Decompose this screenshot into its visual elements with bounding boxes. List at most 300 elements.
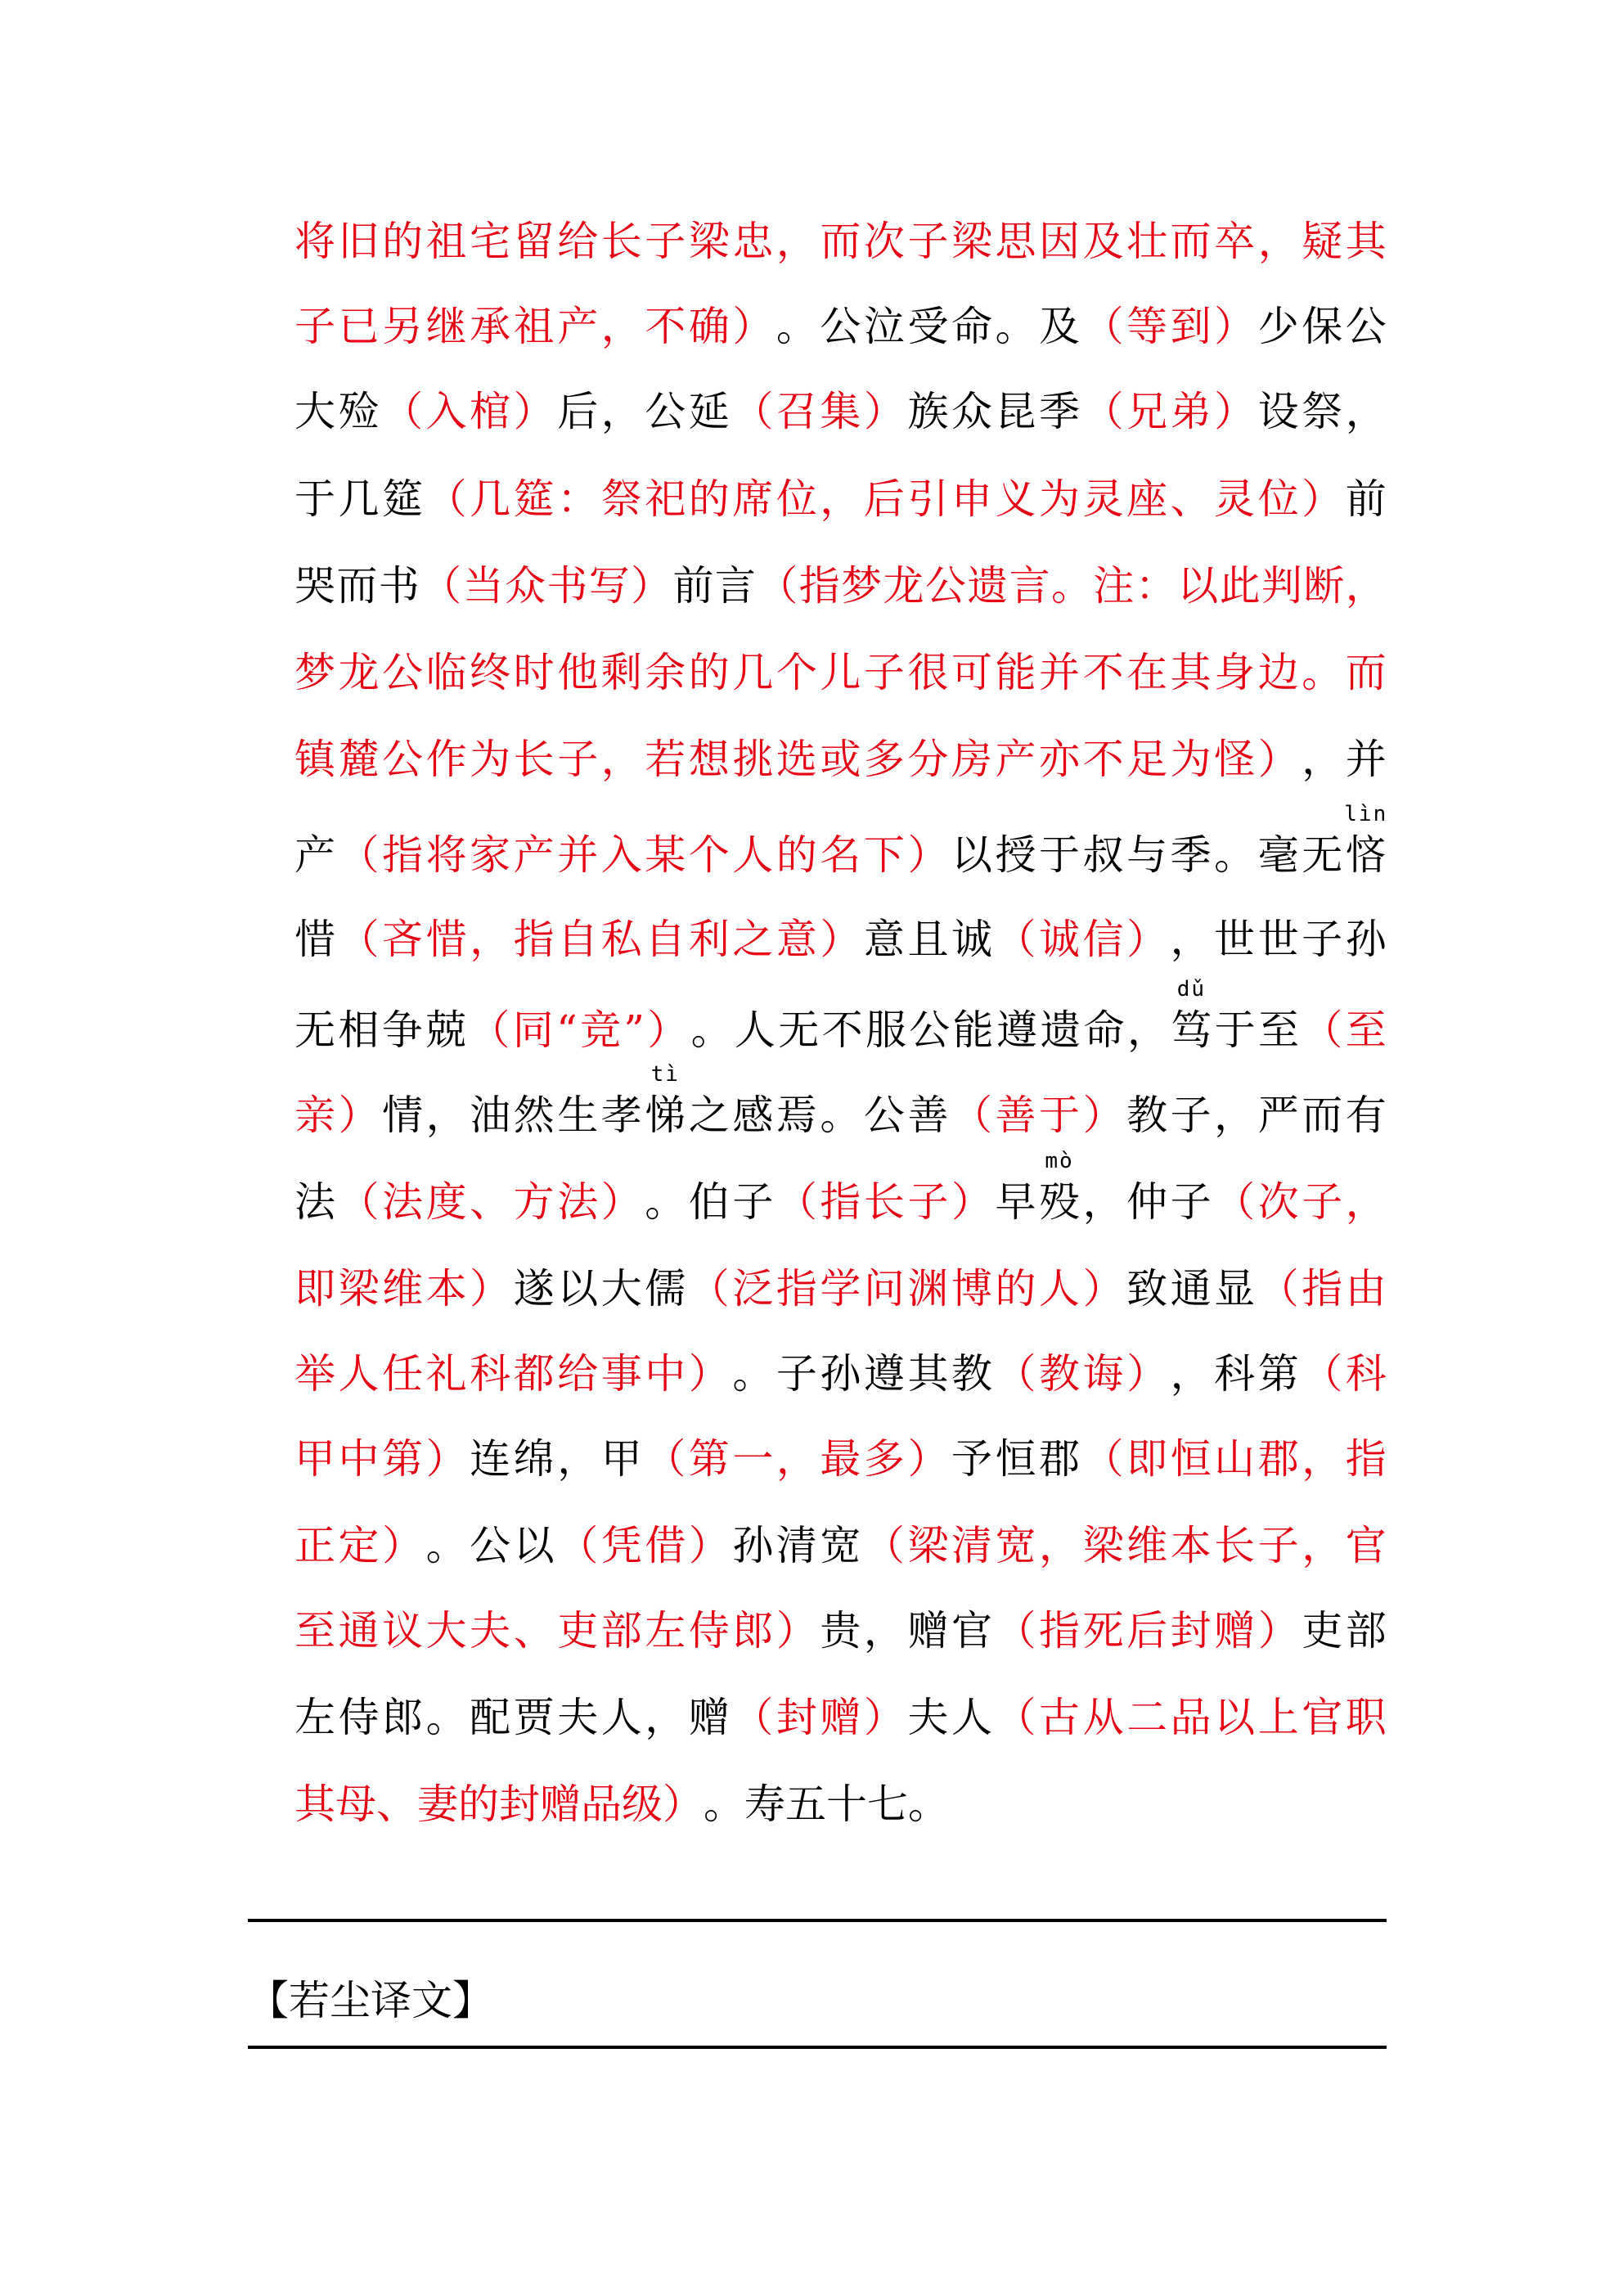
annotation-char: 善 [995, 1092, 1036, 1139]
pinyin-annotation: tì [650, 1062, 680, 1087]
text-char: 郡 [1039, 1435, 1081, 1483]
annotation-char: 余 [645, 649, 686, 696]
text-char: 公 [909, 1006, 951, 1054]
annotation-char: 吝 [382, 916, 424, 963]
annotation-char: 都 [513, 1350, 555, 1398]
text-char: 感 [732, 1092, 774, 1139]
text-char: 世 [1257, 916, 1299, 963]
annotation-char: 其 [1345, 218, 1387, 265]
annotation-char: 吏 [557, 1607, 599, 1654]
text-char: 。 [1214, 831, 1256, 879]
annotation-char: 意 [776, 916, 817, 963]
text-char: 并 [1345, 736, 1387, 783]
annotation-char: 、 [1170, 475, 1212, 523]
text-char: 遵 [996, 1006, 1037, 1054]
annotation-char: 为 [1039, 475, 1081, 523]
annotation-char: 镇 [294, 736, 335, 783]
text-char: 贾 [513, 1694, 555, 1741]
annotation-char: ， [1257, 218, 1299, 265]
text-char: 子 [732, 1178, 774, 1226]
text-char: 孙 [820, 1350, 861, 1398]
text-char: 几 [338, 475, 380, 523]
text-char: 。 [995, 303, 1036, 350]
annotation-char: 筵 [513, 475, 555, 523]
text-char: ， [1345, 388, 1387, 435]
text-char: 官 [951, 1607, 992, 1654]
annotation-char: 后 [1126, 1607, 1168, 1654]
text-char: 少 [1257, 303, 1299, 350]
text-char: 悌 tì [645, 1062, 686, 1139]
text-line [294, 1330, 1387, 1417]
annotation-char: 职 [1345, 1694, 1387, 1741]
annotation-char: 长 [513, 736, 555, 783]
annotation-char: 的 [382, 218, 424, 265]
annotation-char: ） [1214, 388, 1256, 435]
annotation-char: （ [338, 1178, 380, 1226]
annotation-char: 一 [732, 1435, 774, 1483]
text-char: 五 [785, 1781, 826, 1828]
annotation-char: 龙 [883, 562, 924, 610]
annotation-char: ， [600, 303, 642, 350]
annotation-char: 梁 [338, 1265, 380, 1312]
annotation-char: 而 [820, 218, 861, 265]
annotation-char: 注 [1093, 562, 1135, 610]
annotation-char: 度 [425, 1178, 467, 1226]
annotation-char: ， [1039, 1522, 1081, 1569]
annotation-char: 壮 [1126, 218, 1168, 265]
annotation-char: 维 [1126, 1522, 1168, 1569]
annotation-char: 指 [382, 831, 424, 879]
text-char: 有 [1345, 1092, 1387, 1139]
annotation-char: （ [732, 1694, 774, 1741]
text-char: 受 [907, 303, 949, 350]
annotation-char: 几 [470, 475, 511, 523]
annotation-char: 他 [557, 649, 599, 696]
text-char: 。 [425, 1694, 467, 1741]
text-char: 左 [294, 1694, 335, 1741]
annotation-char: 指 [513, 916, 555, 963]
annotation-char: ） [688, 1350, 730, 1398]
annotation-char: ， [1302, 1522, 1343, 1569]
annotation-char: 继 [425, 303, 467, 350]
annotation-char: 其 [1170, 649, 1212, 696]
annotation-char: 惜 [425, 916, 467, 963]
annotation-char: 下 [863, 831, 905, 879]
text-char: ， [1170, 1350, 1212, 1398]
annotation-char: 确 [688, 303, 730, 350]
annotation-char: 的 [688, 649, 730, 696]
annotation-char: 中 [645, 1350, 686, 1398]
pinyin-annotation: lìn [1344, 802, 1388, 826]
annotation-char: 官 [1302, 1694, 1343, 1741]
annotation-char: 中 [338, 1435, 380, 1483]
text-char: 七 [867, 1781, 908, 1828]
text-char: 情 [382, 1092, 424, 1139]
annotation-char: 家 [470, 831, 511, 879]
annotation-char: 判 [1261, 562, 1302, 610]
text-char: ， [1214, 1092, 1256, 1139]
text-char: 孙 [1345, 916, 1387, 963]
text-char: 恒 [995, 1435, 1036, 1483]
annotation-char: 利 [688, 916, 730, 963]
annotation-char: 怪 [1214, 736, 1256, 783]
annotation-char: 给 [557, 218, 599, 265]
annotation-char: ， [1345, 562, 1387, 610]
text-char: 以 [951, 831, 992, 879]
annotation-char: ” [623, 1006, 645, 1054]
text-char: 郎 [382, 1694, 424, 1741]
annotation-char: ） [631, 562, 672, 610]
annotation-char: 为 [470, 736, 511, 783]
text-char: 。 [776, 303, 817, 350]
text-line [294, 1761, 1387, 1848]
text-line [294, 1245, 1387, 1332]
text-line [294, 977, 1387, 1074]
annotation-char: 公 [382, 649, 424, 696]
text-line [294, 456, 1387, 542]
annotation-char: 泛 [732, 1265, 774, 1312]
annotation-char: ， [470, 916, 511, 963]
text-char: 人 [951, 1694, 992, 1741]
annotation-char: 位 [776, 475, 817, 523]
text-char: 殁 mò [1039, 1149, 1081, 1226]
annotation-char: 赠 [540, 1781, 581, 1828]
annotation-char: 子 [1257, 1522, 1299, 1569]
annotation-char: 最 [820, 1435, 861, 1483]
text-char: 以 [513, 1522, 555, 1569]
text-char: 命 [951, 303, 992, 350]
annotation-char: 指 [1345, 1435, 1387, 1483]
text-char: 无 [294, 1006, 335, 1054]
text-char: 严 [1257, 1092, 1299, 1139]
annotation-char: 之 [732, 916, 774, 963]
annotation-char: 长 [1214, 1522, 1256, 1569]
annotation-char: 次 [1257, 1178, 1299, 1226]
text-char: 教 [951, 1350, 992, 1398]
annotation-char: 官 [1345, 1522, 1387, 1569]
text-char: 设 [1257, 388, 1299, 435]
annotation-char: 二 [1126, 1694, 1168, 1741]
text-char: 遵 [863, 1350, 905, 1398]
annotation-char: 封 [776, 1694, 817, 1741]
text-line [294, 629, 1387, 716]
annotation-char: 公 [924, 562, 966, 610]
annotation-char: 第 [382, 1435, 424, 1483]
annotation-char: 而 [1170, 218, 1212, 265]
section-title: 【若尘译文】 [248, 1977, 493, 2024]
annotation-char: 定 [338, 1522, 380, 1569]
annotation-char: 凭 [600, 1522, 642, 1569]
text-line [294, 542, 1387, 629]
annotation-char: 临 [425, 649, 467, 696]
text-char: 昆 [995, 388, 1036, 435]
annotation-char: 其 [294, 1781, 335, 1828]
text-char: 产 [294, 831, 335, 879]
text-char: 诚 [951, 916, 992, 963]
annotation-char: 某 [645, 831, 686, 879]
annotation-char: 到 [1170, 303, 1212, 350]
annotation-char: 祭 [600, 475, 642, 523]
annotation-char: 儿 [820, 649, 861, 696]
annotation-char: 的 [688, 475, 730, 523]
annotation-char: 人 [732, 831, 774, 879]
annotation-char: 学 [820, 1265, 861, 1312]
annotation-char: 当 [462, 562, 504, 610]
annotation-char: 留 [513, 218, 555, 265]
text-char: 殓 [338, 388, 380, 435]
annotation-char: 品 [581, 1781, 622, 1828]
annotation-char: 郎 [732, 1607, 774, 1654]
annotation-char: 博 [951, 1265, 992, 1312]
annotation-char: 祖 [425, 218, 467, 265]
annotation-char: 兄 [1126, 388, 1168, 435]
annotation-char: 部 [600, 1607, 642, 1654]
annotation-char: 至 [1345, 1006, 1387, 1054]
annotation-char: 足 [1126, 736, 1168, 783]
annotation-char: 指 [820, 1178, 861, 1226]
text-char: 致 [1126, 1265, 1168, 1312]
text-char: 服 [865, 1006, 906, 1054]
text-char: 显 [1214, 1265, 1256, 1312]
text-char: 筵 [382, 475, 424, 523]
annotation-char: （ [863, 1522, 905, 1569]
annotation-char: 正 [294, 1522, 335, 1569]
annotation-char: 母 [335, 1781, 376, 1828]
annotation-char: 梁 [951, 218, 992, 265]
text-char: 无 [778, 1006, 820, 1054]
annotation-char: 科 [1345, 1350, 1387, 1398]
text-char: 延 [688, 388, 730, 435]
annotation-char: 亦 [1039, 736, 1081, 783]
text-char: 予 [951, 1435, 992, 1483]
annotation-char: 本 [425, 1265, 467, 1312]
annotation-char: 而 [1345, 649, 1387, 696]
text-char: 其 [907, 1350, 949, 1398]
annotation-char: 级 [622, 1781, 663, 1828]
annotation-char: （ [338, 831, 380, 879]
annotation-char: ） [688, 1522, 730, 1569]
annotation-char: 龙 [338, 649, 380, 696]
annotation-char: ） [863, 388, 905, 435]
text-char: 人 [734, 1006, 776, 1054]
text-char: 十 [826, 1781, 867, 1828]
annotation-char: 边 [1257, 649, 1299, 696]
annotation-char: 任 [382, 1350, 424, 1398]
annotation-char: 及 [1082, 218, 1124, 265]
annotation-char: ， [1345, 1178, 1387, 1226]
annotation-char: 亲 [294, 1092, 335, 1139]
annotation-char: 的 [776, 831, 817, 879]
text-char: 授 [995, 831, 1036, 879]
annotation-char: 多 [863, 1435, 905, 1483]
text-char: 子 [1170, 1178, 1212, 1226]
text-char: 前 [672, 562, 714, 610]
text-char: 教 [1126, 1092, 1168, 1139]
annotation-char: 子 [863, 649, 905, 696]
annotation-char: 在 [1126, 649, 1168, 696]
annotation-char: 死 [1082, 1607, 1124, 1654]
text-char: 季 [1170, 831, 1212, 879]
annotation-char: 以 [1214, 1694, 1256, 1741]
annotation-char: 渊 [907, 1265, 949, 1312]
annotation-char: 或 [820, 736, 861, 783]
annotation-char: 礼 [425, 1350, 467, 1398]
annotation-char: ） [470, 1265, 511, 1312]
text-char: 季 [1039, 388, 1081, 435]
annotation-char: 疑 [1302, 218, 1343, 265]
annotation-char: 指 [776, 1265, 817, 1312]
annotation-char: 梁 [688, 218, 730, 265]
annotation-char: 清 [951, 1522, 992, 1569]
annotation-char: 诲 [1082, 1350, 1124, 1398]
annotation-char: 、 [513, 1607, 555, 1654]
annotation-char: 上 [1257, 1694, 1299, 1741]
annotation-char: 断 [1303, 562, 1345, 610]
annotation-char: 将 [425, 831, 467, 879]
text-char: 叔 [1082, 831, 1124, 879]
text-char: 书 [378, 562, 420, 610]
annotation-char: 产 [995, 736, 1036, 783]
annotation-char: ， [776, 1435, 817, 1483]
annotation-char: “ [556, 1006, 578, 1054]
annotation-char: 古 [1039, 1694, 1081, 1741]
annotation-char: 座 [1126, 475, 1168, 523]
annotation-char: 另 [382, 303, 424, 350]
annotation-char: ） [863, 1694, 905, 1741]
text-line [294, 1149, 1387, 1245]
text-char: 焉 [776, 1092, 817, 1139]
text-char: 宽 [820, 1522, 861, 1569]
text-char: 子 [1302, 916, 1343, 963]
annotation-char: 大 [425, 1607, 467, 1654]
annotation-char: 左 [645, 1607, 686, 1654]
annotation-char: 即 [1126, 1435, 1168, 1483]
bottom-divider [248, 2046, 1387, 2049]
text-char: 相 [338, 1006, 380, 1054]
annotation-char: 若 [645, 736, 686, 783]
annotation-char: 指 [1302, 1265, 1343, 1312]
annotation-char: （ [776, 1178, 817, 1226]
annotation-char: 分 [907, 736, 949, 783]
annotation-char: ） [907, 831, 949, 879]
annotation-char: ） [1126, 1350, 1168, 1398]
annotation-char: 长 [600, 218, 642, 265]
annotation-char: ， [776, 218, 817, 265]
text-char: 善 [907, 1092, 949, 1139]
annotation-char: 的 [458, 1781, 499, 1828]
annotation-char: （ [1082, 388, 1124, 435]
annotation-char: ） [338, 1092, 380, 1139]
annotation-char: ） [600, 1178, 642, 1226]
annotation-char: 封 [1170, 1607, 1212, 1654]
text-char: 第 [1257, 1350, 1299, 1398]
annotation-char: （ [1302, 1006, 1343, 1054]
annotation-char: 议 [382, 1607, 424, 1654]
annotation-char: ） [1082, 1265, 1124, 1312]
annotation-char: 并 [1039, 649, 1081, 696]
annotation-char: 侍 [688, 1607, 730, 1654]
annotation-char: 身 [1214, 649, 1256, 696]
annotation-char: 、 [470, 1178, 511, 1226]
annotation-char: 子 [557, 736, 599, 783]
annotation-char: ） [647, 1006, 689, 1054]
annotation-char: 梦 [841, 562, 883, 610]
annotation-char: 从 [1082, 1694, 1124, 1741]
text-char: 部 [1345, 1607, 1387, 1654]
text-char: 夫 [557, 1694, 599, 1741]
annotation-char: 承 [470, 303, 511, 350]
text-char: 。 [425, 1522, 467, 1569]
text-char: 。 [908, 1781, 949, 1828]
annotation-char: 子 [907, 218, 949, 265]
annotation-char: 法 [382, 1178, 424, 1226]
text-char: 世 [1214, 916, 1256, 963]
annotation-char: 作 [425, 736, 467, 783]
annotation-char: 即 [294, 1265, 335, 1312]
text-char: 保 [1302, 303, 1343, 350]
text-char: 以 [557, 1265, 599, 1312]
annotation-char: ） [513, 388, 555, 435]
annotation-char: ） [1302, 475, 1343, 523]
annotation-char: 信 [1082, 916, 1124, 963]
text-char: 大 [600, 1265, 642, 1312]
text-char: 绵 [513, 1435, 555, 1483]
text-line [294, 716, 1387, 803]
text-char: 悋 lìn [1344, 802, 1388, 879]
text-char: ， [1127, 1006, 1168, 1054]
annotation-char: ） [1214, 303, 1256, 350]
annotation-char: 产 [513, 831, 555, 879]
text-char: 寿 [744, 1781, 785, 1828]
annotation-char: ： [1135, 562, 1176, 610]
annotation-char: 祖 [513, 303, 555, 350]
annotation-char: 同 [512, 1006, 554, 1054]
annotation-char: （ [645, 1435, 686, 1483]
text-char: 连 [470, 1435, 511, 1483]
annotation-char: 终 [470, 649, 511, 696]
pinyin-annotation: dǔ [1176, 977, 1206, 1002]
annotation-char: 后 [863, 475, 905, 523]
text-char: 法 [294, 1178, 335, 1226]
annotation-char: ） [1126, 916, 1168, 963]
text-char: 言 [714, 562, 756, 610]
annotation-char: ） [951, 1178, 992, 1226]
annotation-char: 席 [732, 475, 774, 523]
text-char: 。 [732, 1350, 774, 1398]
annotation-char: 灵 [1214, 475, 1256, 523]
text-line [294, 1062, 1387, 1159]
annotation-char: 想 [688, 736, 730, 783]
annotation-char: ） [1257, 1607, 1299, 1654]
annotation-char: ， [600, 736, 642, 783]
annotation-char: 郡 [1257, 1435, 1299, 1483]
annotation-char: ） [382, 1522, 424, 1569]
annotation-char: 子 [645, 218, 686, 265]
annotation-char: 妻 [417, 1781, 458, 1828]
text-char: ， [600, 388, 642, 435]
text-char: 无 [1302, 831, 1343, 879]
text-char: 意 [863, 916, 905, 963]
annotation-char: 长 [863, 1178, 905, 1226]
annotation-char: 卒 [1214, 218, 1256, 265]
annotation-char: 私 [600, 916, 642, 963]
annotation-char: 旧 [338, 218, 380, 265]
annotation-char: 子 [294, 303, 335, 350]
text-char: ， [1082, 1178, 1124, 1226]
annotation-char: 并 [557, 831, 599, 879]
annotation-char: 维 [382, 1265, 424, 1312]
text-char: 贵 [820, 1607, 861, 1654]
